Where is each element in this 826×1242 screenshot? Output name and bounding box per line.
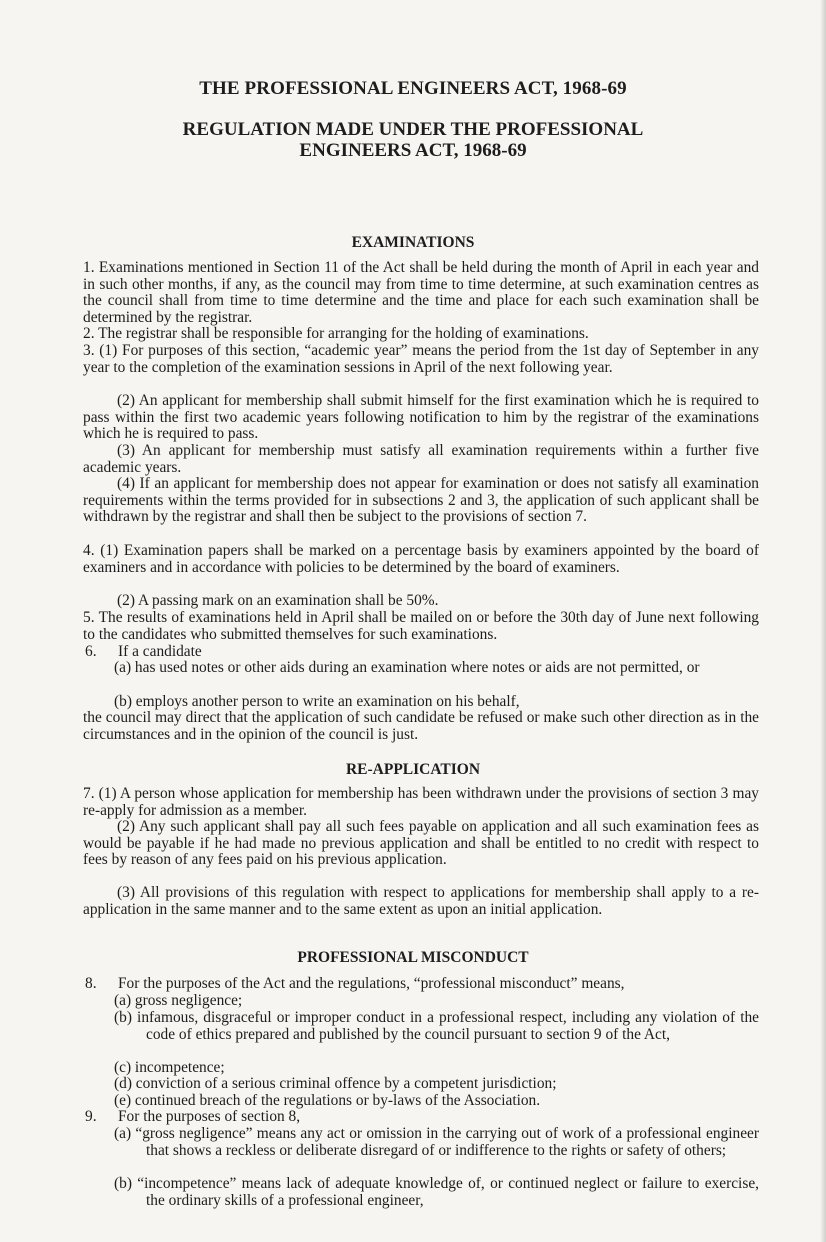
- section-5: 5. The results of examinations held in April shall be mailed on or before the 30th day of June next following to the candidates who submitted themselves for such examinations.: [83, 609, 759, 643]
- section-2: 2. The registrar shall be responsible for arranging for the holding of examinations.: [83, 325, 589, 342]
- section-8-item-e: (e) continued breach of the regulations or by-laws of the Association.: [114, 1092, 541, 1109]
- section-9-number: 9.: [85, 1108, 97, 1125]
- section-7-1: 7. (1) A person whose application for membership has been withdrawn under the provisions of section 3 may re-apply for admission as a member.: [83, 785, 759, 819]
- section-1: 1. Examinations mentioned in Section 11 of the Act shall be held during the month of April in each year and in such other months, if any, as the council may from time to time determine, at such examination centres as the council shall from time to time determine and the time and place for each such examination shall be determined by the registrar.: [83, 259, 759, 326]
- regulation-title-line2: ENGINEERS ACT, 1968-69: [299, 140, 527, 161]
- regulation-title-line1: REGULATION MADE UNDER THE PROFESSIONAL: [182, 119, 644, 140]
- heading-reapplication: RE-APPLICATION: [345, 761, 481, 778]
- section-7-2: (2) Any such applicant shall pay all such fees payable on application and all such examination fees as would be payable if he had made no previous application and shall be entitled to no credit with respect to fees by reason of any fees paid on his previous application.: [83, 818, 759, 869]
- section-7-3: (3) All provisions of this regulation with respect to applications for membership shall apply to a re-application in the same manner and to the same extent as upon an initial application.: [83, 884, 759, 918]
- regulation-title: [0, 119, 826, 161]
- section-8-number: 8.: [85, 975, 97, 992]
- section-3-2: (2) An applicant for membership shall submit himself for the first examination which he is required to pass within the first two academic years following notification to him by the registrar of the examinations which he is required to pass.: [83, 392, 759, 443]
- section-6-intro: If a candidate: [118, 643, 202, 660]
- section-3-1: 3. (1) For purposes of this section, “academic year” means the period from the 1st day of September in any year to the completion of the examination sessions in April of the next following year.: [83, 342, 759, 376]
- page-edge: [820, 0, 826, 1242]
- heading-examinations: EXAMINATIONS: [351, 234, 475, 251]
- section-9-item-b: (b) “incompetence” means lack of adequate knowledge of, or continued neglect or failure to exercise, the ordinary skills of a professional engineer,: [114, 1175, 759, 1209]
- section-8-item-d: (d) conviction of a serious criminal offence by a competent jurisdiction;: [114, 1075, 557, 1092]
- section-8-item-c: (c) incompetence;: [114, 1059, 225, 1076]
- section-6-number: 6.: [85, 643, 97, 660]
- act-title: THE PROFESSIONAL ENGINEERS ACT, 1968-69: [199, 78, 627, 99]
- section-6-item-b: (b) employs another person to write an examination on his behalf,: [114, 693, 520, 710]
- section-8-item-b: (b) infamous, disgraceful or improper conduct in a professional respect, including any violation of the code of ethics prepared and published by the council pursuant to section 9 of the Act,: [114, 1009, 759, 1043]
- section-9-intro: For the purposes of section 8,: [118, 1108, 301, 1125]
- section-4-2: (2) A passing mark on an examination shall be 50%.: [117, 592, 439, 609]
- section-6-conclusion: the council may direct that the application of such candidate be refused or make such other direction as in the circumstances and in the opinion of the council is just.: [83, 709, 759, 743]
- heading-professional-misconduct: PROFESSIONAL MISCONDUCT: [297, 949, 529, 966]
- section-8-intro: For the purposes of the Act and the regulations, “professional misconduct” means,: [118, 975, 625, 992]
- section-6-item-a: (a) has used notes or other aids during an examination where notes or aids are not permitted, or: [114, 659, 700, 676]
- section-8-item-a: (a) gross negligence;: [114, 992, 243, 1009]
- section-4-1: 4. (1) Examination papers shall be marked on a percentage basis by examiners appointed by the board of examiners and in accordance with policies to be determined by the board of examiners.: [83, 542, 759, 576]
- section-3-4: (4) If an applicant for membership does not appear for examination or does not satisfy all examination requirements within the terms provided for in subsections 2 and 3, the application of such applicant shall be withdrawn by the registrar and shall then be subject to the provisions of section 7.: [83, 475, 759, 526]
- section-9-item-a: (a) “gross negligence” means any act or omission in the carrying out of work of a professional engineer that shows a reckless or deliberate disregard of or indifference to the rights or safety of others;: [114, 1125, 759, 1159]
- section-3-3: (3) An applicant for membership must satisfy all examination requirements within a further five academic years.: [83, 442, 759, 476]
